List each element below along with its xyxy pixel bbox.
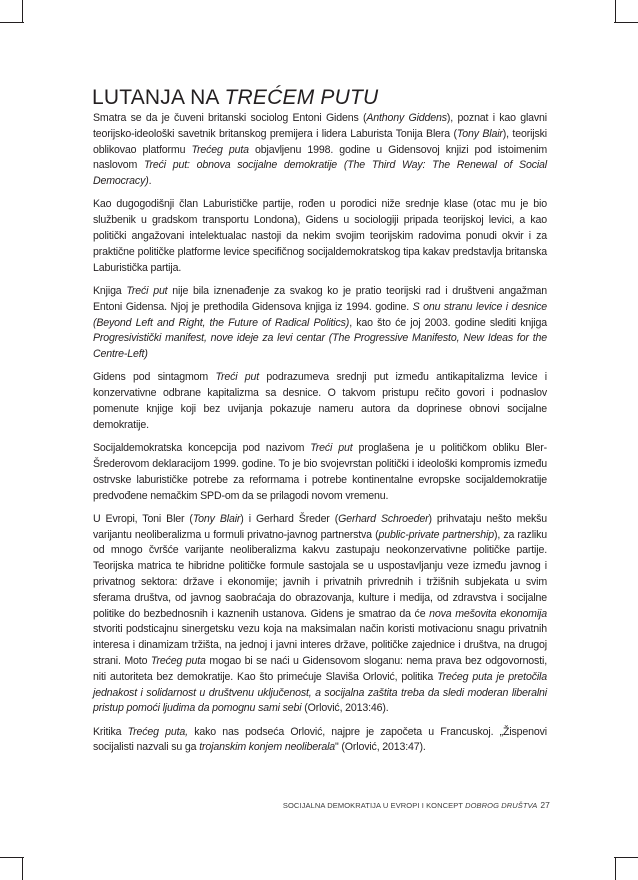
page-footer bbox=[283, 800, 550, 810]
crop-mark-bottom-right-horizontal bbox=[614, 857, 638, 858]
italic-text: Progresivistički manifest, nove ideje za levi centar (The Progressive Manifesto, New Ideas for the Centre-Left) bbox=[93, 332, 547, 361]
crop-mark-bottom-left-vertical bbox=[22, 858, 23, 880]
section-title bbox=[92, 86, 378, 110]
body-paragraph bbox=[93, 284, 547, 363]
crop-mark-top-left-horizontal bbox=[0, 22, 24, 23]
crop-mark-top-left-vertical bbox=[22, 0, 23, 22]
italic-text: Trećeg puta je pretočila jednakost i solidarnost u društvenu uključenost, a socijalna zaštita treba da sledi moderan liberalni pristup pomoći ljudima da pomognu sami sebi bbox=[93, 670, 547, 715]
italic-text: trojanskim konjem neoliberala bbox=[199, 741, 336, 754]
body-paragraph bbox=[93, 370, 547, 433]
italic-text: Treći put bbox=[126, 284, 168, 297]
text-run: kako nas podseća Orlović, najpre je započeta u Francuskoj. „Žispenovi socijalisti nazvali su ga bbox=[93, 725, 547, 754]
body-paragraph bbox=[93, 197, 547, 276]
italic-text: Trećeg puta bbox=[191, 143, 249, 156]
text-run: ) i Gerhard Šreder ( bbox=[240, 512, 339, 525]
body-paragraph bbox=[93, 512, 547, 717]
text-run: stvoriti podsticajnu sinergetsku vezu koja na maksimalan način koristi motivacionu snagu privatnih interesa i dinamizam tržišta, na jednoj i javni interes države, političke zajednice i društva, na drugoj strani. Moto bbox=[93, 623, 547, 667]
text-run: nije bila iznenađenje za svakog ko je pratio teorijski rad i društveni angažman Entoni Gidensa. Njoj je prethodila Gidensova knjiga iz 1994. godine. bbox=[93, 284, 547, 313]
text-run: Smatra se da je čuveni britanski sociolog Entoni Gidens ( bbox=[93, 112, 367, 124]
italic-text: Tony Blair bbox=[456, 127, 503, 140]
text-run: " (Orlović, 2013:47). bbox=[335, 741, 426, 754]
text-run: Knjiga bbox=[93, 284, 127, 297]
text-run: , kao što će joj 2003. godine slediti knjiga bbox=[349, 316, 547, 329]
italic-text: Treći put bbox=[310, 442, 353, 455]
crop-mark-top-right-vertical bbox=[615, 0, 616, 22]
crop-mark-bottom-right-vertical bbox=[615, 858, 616, 880]
italic-text: Trećeg puta, bbox=[127, 725, 188, 738]
footer-running-title-italic: DOBROG DRUŠTVA bbox=[465, 801, 538, 810]
footer-running-title: SOCIJALNA DEMOKRATIJA U EVROPI I KONCEPT bbox=[282, 801, 466, 810]
section-title-italic: TREĆEM PUTU bbox=[224, 86, 379, 109]
crop-mark-bottom-left-horizontal bbox=[0, 857, 24, 858]
italic-text: Anthony Giddens bbox=[366, 112, 447, 124]
text-run: Kao dugogodišnji član Laburističke partije, rođen u porodici niže srednje klase (otac mu je bio službenik u gradskom transportu Londona), Gidens u sociologiji pripada teorijskoj levici, a kao politički angažovani intelektualac nastoji da nekim svojim teorijskim radovima ponudi okvir i za praktične političke platforme levice specifičnog socijaldemokratskog tipa kakav predstavlja britanska Laburistička partija. bbox=[93, 198, 547, 274]
italic-text: Treći put bbox=[215, 371, 260, 384]
italic-text: public-private partnership bbox=[378, 528, 494, 541]
italic-text: Treći put: obnova socijalne demokratije (The Third Way: The Renewal of Social Democracy) bbox=[93, 159, 547, 188]
text-run: proglašena je u političkom obliku Bler-Šrederovom deklaracijom 1999. godine. To je bio svojevrstan politički i ideološki kompromis između ostrvske laburističke potrebe za reformama i potrebe kontinentalne evropske socijaldemokratije predvođene nemačkim SPD-om da se prilagodi novom vremenu. bbox=[93, 442, 547, 502]
text-run: objavljenu 1998. godine u Gidensovoj knjizi pod istoimenim naslovom bbox=[93, 143, 547, 172]
text-run: (Orlović, 2013:46). bbox=[301, 702, 389, 715]
italic-text: nova mešovita ekonomija bbox=[429, 607, 548, 620]
italic-text: Trećeg puta bbox=[150, 655, 206, 667]
page-number: 27 bbox=[540, 800, 550, 810]
text-run: podrazumeva srednji put između antikapitalizma levice i konzervativne odbrane kapitalizma sa desnice. O takvom pristupu rečito govori i podnaslov pomenute knjige koji bez uvijanja pokazuje nameru autora da doprinese obnovi socijalne demokratije. bbox=[93, 371, 548, 431]
section-title-prefix: LUTANJA NA bbox=[92, 86, 225, 109]
text-run: ) prihvataju nešto mekšu varijantu neoliberalizma u formuli privatno-javnog partnerstva ( bbox=[93, 512, 548, 541]
text-run: Gidens pod sintagmom bbox=[93, 371, 216, 384]
body-paragraph bbox=[93, 725, 547, 757]
italic-text: Gerhard Schroeder bbox=[338, 512, 429, 525]
text-run: Kritika bbox=[93, 725, 128, 738]
text-run: ), za razliku od mnogo čvršće varijante neoliberalizma kakvu zastupaju neokonzervativne političke partije. Teorijska matrica te hibridne političke formule sastojala se u uspostavljanju veze između javnog i privatnog sektora: države i ekonomije; javnih i privatnih privrednih i tržišnih subjekata u svim sferama društva, od javnog saobraćaja do obrazovanja, kulture i medija, od zdravstva i socijalne politike do bezbednosnih i kaznenih ustanova. Gidens je smatrao da će bbox=[93, 528, 547, 620]
body-paragraph bbox=[93, 111, 547, 190]
italic-text: S onu stranu levice i desnice (Beyond Left and Right, the Future of Radical Politics) bbox=[93, 300, 547, 329]
text-run: ), poznat i kao glavni teorijsko-ideološki savetnik britanskog premijera i lidera Laburista Tonija Blera ( bbox=[93, 112, 547, 140]
italic-text: Tony Blair bbox=[192, 512, 241, 525]
crop-mark-top-right-horizontal bbox=[614, 22, 638, 23]
text-run: . bbox=[148, 175, 152, 188]
text-run: Socijaldemokratska koncepcija pod nazivom bbox=[93, 442, 311, 455]
text-run: mogao bi se naći u Gidensovom sloganu: nema prava bez odgovornosti, niti autoriteta bez demokratije. Kao što primećuje Slaviša Orlović, politika bbox=[93, 655, 547, 683]
article-body bbox=[93, 111, 547, 764]
body-paragraph bbox=[93, 441, 547, 504]
text-run: U Evropi, Toni Bler ( bbox=[93, 512, 193, 525]
text-run: ), teorijski oblikovao platformu bbox=[93, 127, 547, 156]
